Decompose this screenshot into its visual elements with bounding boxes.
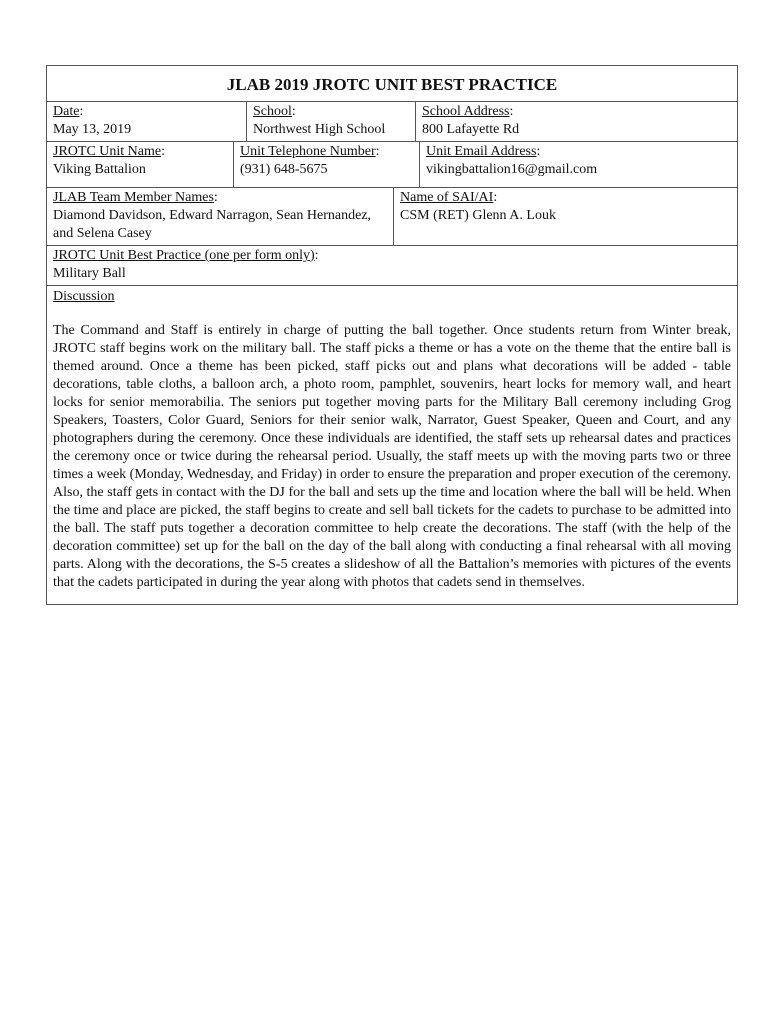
row-team-sai [47, 188, 737, 246]
sai-label: Name of SAI/AI [400, 190, 494, 205]
school-value: Northwest High School [253, 122, 386, 137]
date-label: Date [53, 104, 80, 119]
team-members-label: JLAB Team Member Names [53, 190, 214, 205]
sai-value: CSM (RET) Glenn A. Louk [400, 208, 556, 223]
unit-phone-label: Unit Telephone Number [240, 144, 376, 159]
best-practice-cell [47, 246, 737, 286]
best-practice-value: Military Ball [53, 266, 126, 281]
unit-name-label: JROTC Unit Name [53, 144, 162, 159]
team-members-value: Diamond Davidson, Edward Narragon, Sean Hernandez, and Selena Casey [53, 208, 372, 241]
row-date-school [47, 102, 737, 142]
form-title: JLAB 2019 JROTC UNIT BEST PRACTICE [47, 66, 737, 102]
unit-email-label: Unit Email Address [426, 144, 537, 159]
discussion-text: The Command and Staff is entirely in charge of putting the ball together. Once students return from Winter break, JROTC staff begins work on the military ball. The staff picks a theme or has a vote on the theme that the entire ball is themed around. Once a theme has been picked, staff picks out and plans what decorations will be added - table decorations, table cloths, a balloon arch, a photo room, pamphlet, souvenirs, heart locks for memory wall, and heart locks for senior memorabilia. The seniors put together moving parts for the Military Ball ceremony including Grog Speakers, Toasters, Color Guard, Seniors for their senior walk, Narrator, Guest Speaker, Queen and Court, and any photographers during the ceremony. Once these individuals are identified, the staff sets up rehearsal dates and practices the ceremony once or twice during the rehearsal period. Usually, the staff meets up with the moving parts two or three times a week (Monday, Wednesday, and Friday) in order to ensure the preparation and proper execution of the ceremony. Also, the staff gets in contact with the DJ for the ball and sets up the time and location where the ball will be held. When the time and place are picked, the staff begins to create and sell ball tickets for the cadets to purchase to be admitted into the ball. The staff puts together a decoration committee to help create the decorations. The staff (with the help of the decoration committee) set up for the ball on the day of the ball along with conducting a final rehearsal with all moving parts. Along with the decorations, the S-5 creates a slideshow of all the Battalion’s memories with pictures of the events that the cadets participated in during the year along with photos that cadets send in themselves. [53, 323, 731, 590]
unit-email-value: vikingbattalion16@gmail.com [426, 162, 598, 177]
best-practice-form [46, 65, 738, 605]
best-practice-label: JROTC Unit Best Practice (one per form only) [53, 248, 315, 263]
unit-phone-value: (931) 648-5675 [240, 162, 328, 177]
sai-cell [393, 188, 737, 245]
school-address-label: School Address [422, 104, 510, 119]
unit-email-cell [419, 142, 737, 187]
team-members-cell [47, 188, 393, 245]
discussion-section [47, 286, 737, 604]
unit-name-cell [47, 142, 233, 187]
school-label: School [253, 104, 292, 119]
school-address-value: 800 Lafayette Rd [422, 122, 520, 137]
school-address-cell [415, 102, 737, 141]
school-cell [246, 102, 415, 141]
date-cell [47, 102, 246, 141]
unit-phone-cell [233, 142, 419, 187]
discussion-label: Discussion [53, 289, 115, 304]
date-value: May 13, 2019 [53, 122, 132, 137]
unit-name-value: Viking Battalion [53, 162, 146, 177]
row-unit-info [47, 142, 737, 188]
